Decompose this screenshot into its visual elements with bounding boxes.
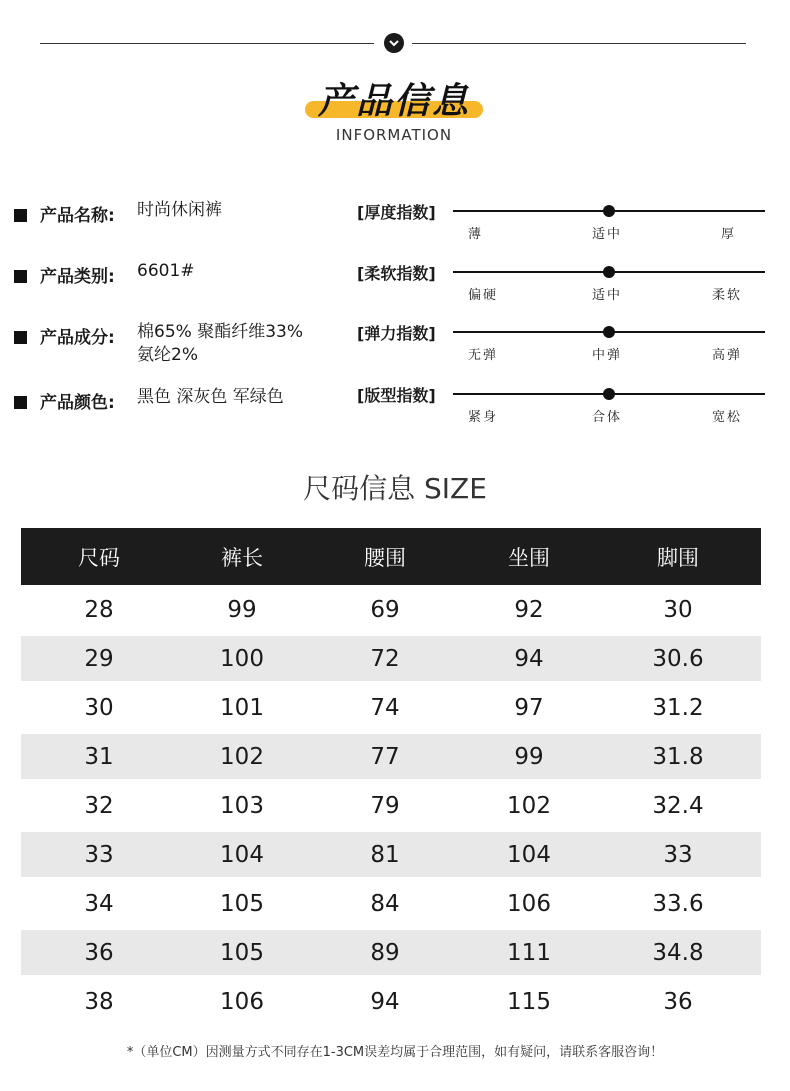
info-value: 棉65% 聚酯纤维33% [137,322,303,342]
table-cell: 38 [84,988,114,1015]
header-cell-size: 尺码 [78,545,120,570]
table-cell: 79 [370,792,400,819]
table-cell: 106 [220,988,264,1015]
table-row [21,683,761,732]
table-cell: 92 [514,596,544,623]
footnote: *（单位CM）因测量方式不同存在1-3CM误差均属于合理范围，如有疑问，请联系客服咨询！ [126,1045,664,1060]
bullet-icon [14,270,27,283]
table-cell: 99 [227,596,257,623]
table-body [21,585,761,1026]
table-cell: 97 [514,694,544,721]
table-cell: 99 [514,743,544,770]
header-cell-hip: 坐围 [508,545,550,570]
bullet-icon [14,331,27,344]
scale-tick-mid: 合体 [592,410,623,425]
info-value: 黑色 深灰色 军绿色 [137,387,284,407]
table-cell: 31.8 [652,743,704,770]
table-cell: 102 [220,743,264,770]
table-row [21,832,761,877]
table-row [21,734,761,779]
scale-tick-low: 薄 [468,227,484,242]
scale-marker [603,326,615,338]
table-cell: 36 [84,939,114,966]
header-cell-length: 裤长 [221,545,263,570]
scale-tick-low: 无弹 [468,348,499,363]
section-subtitle: INFORMATION [335,126,453,144]
info-value: 6601# [137,261,195,281]
table-cell: 104 [220,841,264,868]
table-cell: 32.4 [652,792,704,819]
table-cell: 34 [84,890,114,917]
scale-tick-mid: 适中 [592,288,623,303]
table-cell: 106 [507,890,551,917]
size-section-title: 尺码信息 SIZE [303,472,487,505]
scale-tick-low: 紧身 [468,410,499,425]
table-row [21,781,761,830]
table-cell: 30 [663,596,693,623]
scale-label: [弹力指数] [357,324,436,343]
table-row [21,636,761,681]
table-cell: 74 [370,694,400,721]
table-row [21,977,761,1026]
scale-tick-high: 厚 [721,227,737,242]
scale-tick-low: 偏硬 [468,288,499,303]
info-value: 时尚休闲裤 [137,200,222,220]
table-cell: 105 [220,890,264,917]
table-cell: 81 [370,841,400,868]
table-header [21,528,761,585]
scale-label: [柔软指数] [357,264,436,283]
scale-marker [603,205,615,217]
scale-marker [603,388,615,400]
table-cell: 100 [220,645,264,672]
table-cell: 30.6 [652,645,704,672]
bullet-icon [14,396,27,409]
table-cell: 34.8 [652,939,704,966]
header-cell-waist: 腰围 [364,545,406,570]
info-value-line2: 氨纶2% [137,345,198,365]
info-label: 产品成分: [40,328,115,348]
table-cell: 33.6 [652,890,704,917]
scale-marker [603,266,615,278]
divider-right [412,43,746,44]
table-cell: 115 [507,988,551,1015]
divider-left [40,43,374,44]
table-cell: 33 [84,841,114,868]
table-cell: 102 [507,792,551,819]
table-cell: 29 [84,645,114,672]
table-cell: 103 [220,792,264,819]
table-cell: 33 [663,841,693,868]
table-row [21,879,761,928]
table-cell: 111 [507,939,551,966]
info-label: 产品颜色: [40,393,115,413]
table-cell: 72 [370,645,400,672]
table-cell: 105 [220,939,264,966]
scale-tick-mid: 适中 [592,227,623,242]
size-table [21,528,761,1026]
table-cell: 94 [370,988,400,1015]
info-label: 产品类别: [40,267,115,287]
scale-tick-high: 宽松 [712,410,743,425]
scale-tick-high: 高弹 [712,348,743,363]
table-cell: 84 [370,890,400,917]
table-cell: 31 [84,743,114,770]
chevron-down-icon [384,33,404,53]
scale-tick-high: 柔软 [712,288,743,303]
table-cell: 28 [84,596,114,623]
table-cell: 77 [370,743,400,770]
section-title: 产品信息 [317,81,470,122]
table-cell: 69 [370,596,400,623]
table-cell: 104 [507,841,551,868]
bullet-icon [14,209,27,222]
table-cell: 32 [84,792,114,819]
table-cell: 31.2 [652,694,704,721]
scale-label: [厚度指数] [357,203,436,222]
header-cell-leg-opening: 脚围 [657,545,699,570]
table-cell: 36 [663,988,693,1015]
scale-tick-mid: 中弹 [592,348,623,363]
table-cell: 89 [370,939,400,966]
table-row [21,585,761,634]
info-label: 产品名称: [40,206,115,226]
table-cell: 101 [220,694,264,721]
table-row [21,930,761,975]
scale-label: [版型指数] [357,386,436,405]
table-cell: 94 [514,645,544,672]
table-cell: 30 [84,694,114,721]
